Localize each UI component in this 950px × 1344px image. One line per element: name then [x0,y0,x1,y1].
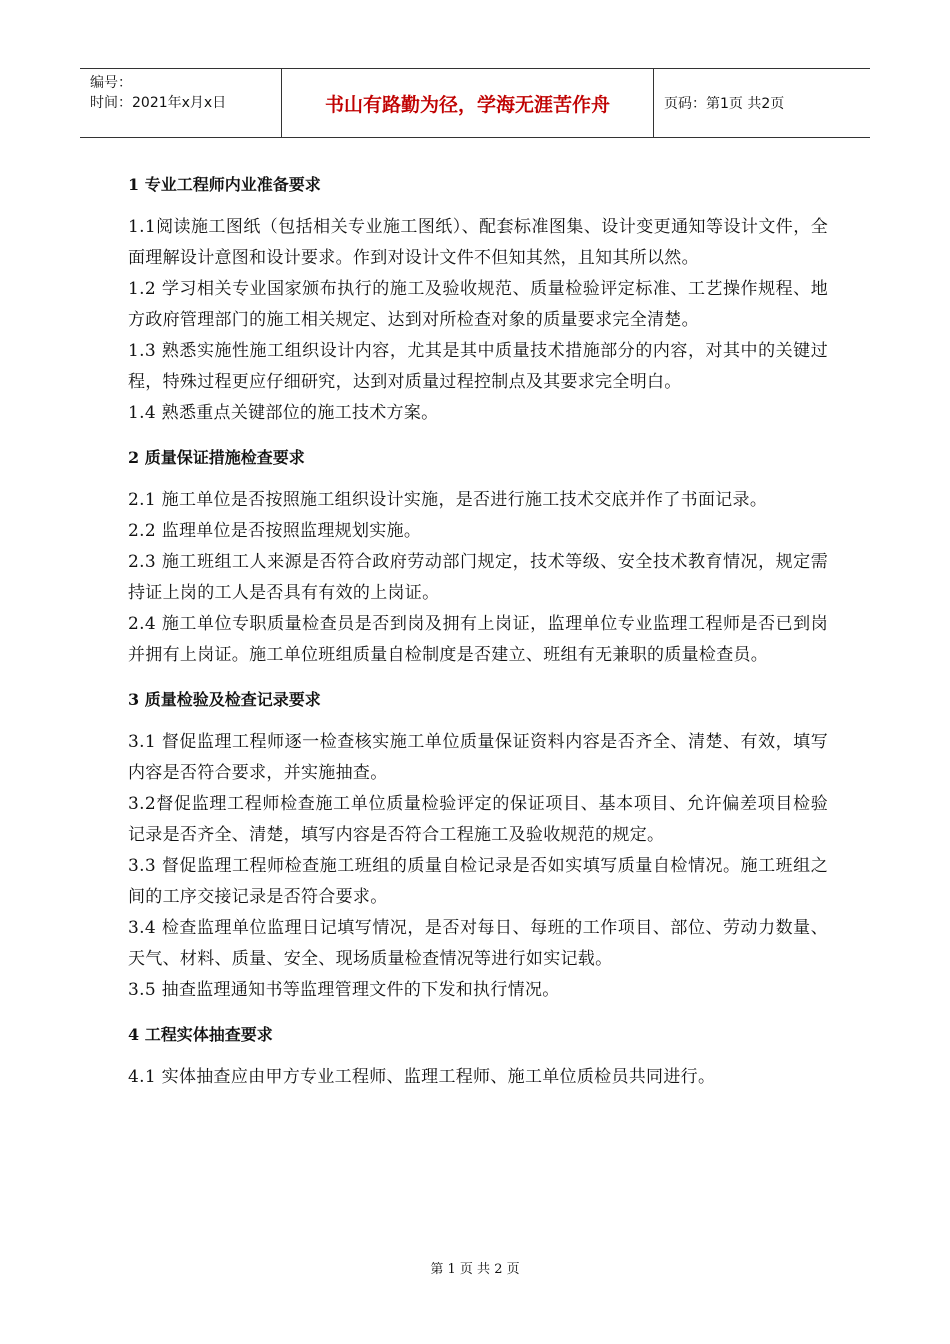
section-title: 3 质量检验及检查记录要求 [128,690,321,709]
paragraph: 3.2督促监理工程师检查施工单位质量检验评定的保证项目、基本项目、允许偏差项目检验记录是否齐全、清楚，填写内容是否符合工程施工及验收规范的规定。 [128,794,828,845]
paragraph: 3.3 督促监理工程师检查施工班组的质量自检记录是否如实填写质量自检情况。施工班组之间的工序交接记录是否符合要求。 [128,856,828,907]
paragraph: 2.2 监理单位是否按照监理规划实施。 [128,521,422,541]
section-title: 4 工程实体抽查要求 [128,1025,273,1044]
header-meta [80,69,282,137]
time-label: 时间：2021年x月x日 [90,95,227,111]
section-3 [128,685,828,1006]
section-1 [128,170,828,429]
document-body [128,170,828,1107]
paragraph: 2.3 施工班组工人来源是否符合政府劳动部门规定，技术等级、安全技术教育情况，规定需持证上岗的工人是否具有有效的上岗证。 [128,552,828,603]
paragraph: 3.4 检查监理单位监理日记填写情况，是否对每日、每班的工作项目、部位、劳动力数量、天气、材料、质量、安全、现场质量检查情况等进行如实记载。 [128,918,828,969]
paragraph: 3.5 抽查监理通知书等监理管理文件的下发和执行情况。 [128,980,560,1000]
paragraph: 1.1阅读施工图纸（包括相关专业施工图纸）、配套标准图集、设计变更通知等设计文件，全面理解设计意图和设计要求。作到对设计文件不但知其然，且知其所以然。 [128,217,828,268]
section-2 [128,443,828,671]
section-title: 1 专业工程师内业准备要求 [128,175,321,194]
number-label: 编号： [90,75,132,91]
paragraph: 3.1 督促监理工程师逐一检查核实施工单位质量保证资料内容是否齐全、清楚、有效，填写内容是否符合要求，并实施抽查。 [128,732,828,783]
paragraph: 1.4 熟悉重点关键部位的施工技术方案。 [128,403,439,423]
header-page-info: 页码：第1页 共2页 [664,96,785,112]
paragraph: 2.4 施工单位专职质量检查员是否到岗及拥有上岗证，监理单位专业监理工程师是否已到岗并拥有上岗证。施工单位班组质量自检制度是否建立、班组有无兼职的质量检查员。 [128,614,828,665]
page-header [80,68,870,138]
paragraph: 1.2 学习相关专业国家颁布执行的施工及验收规范、质量检验评定标准、工艺操作规程、地方政府管理部门的施工相关规定、达到对所检查对象的质量要求完全清楚。 [128,279,828,330]
section-title: 2 质量保证措施检查要求 [128,448,305,467]
header-motto: 书山有路勤为径，学海无涯苦作舟 [282,69,654,137]
paragraph: 1.3 熟悉实施性施工组织设计内容，尤其是其中质量技术措施部分的内容，对其中的关键过程，特殊过程更应仔细研究，达到对质量过程控制点及其要求完全明白。 [128,341,828,392]
paragraph: 2.1 施工单位是否按照施工组织设计实施，是否进行施工技术交底并作了书面记录。 [128,490,768,510]
paragraph: 4.1 实体抽查应由甲方专业工程师、监理工程师、施工单位质检员共同进行。 [128,1067,716,1087]
section-4 [128,1020,828,1093]
page-footer: 第 1 页 共 2 页 [430,1262,520,1277]
